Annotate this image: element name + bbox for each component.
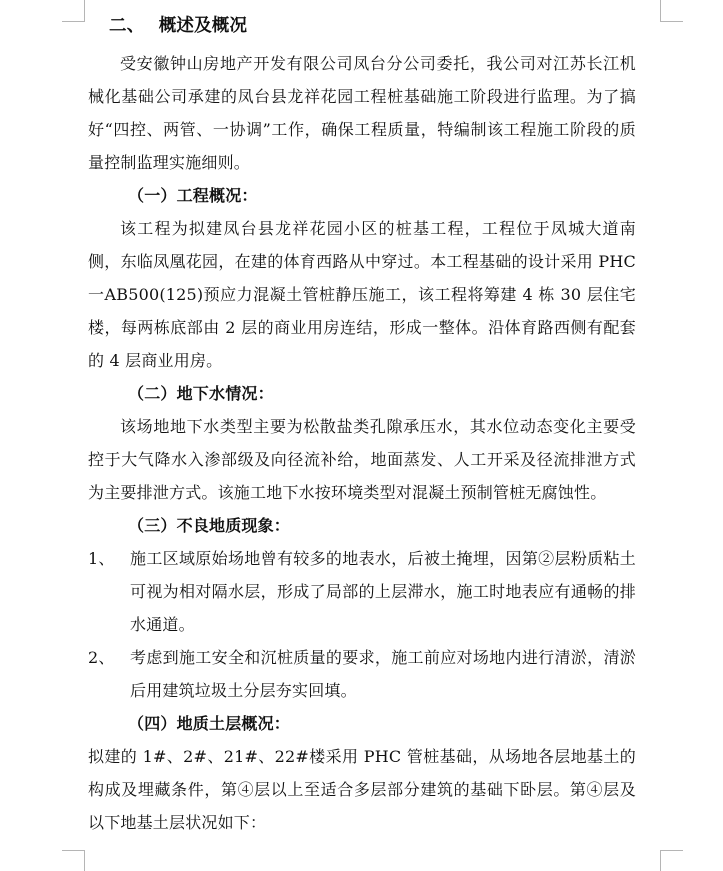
- crop-mark-top-right: [660, 0, 683, 22]
- project-overview-paragraph: 该工程为拟建凤台县龙祥花园小区的桩基工程，工程位于凤城大道南侧，东临凤凰花园，在建的体育西路从中穿过。本工程基础的设计采用 PHC一AB500(125)预应力混凝土管桩静压施工，该工程将筹建 4 栋 30 层住宅楼，每两栋底部由 2 层的商业用房连结，形成一整体。沿体育路西侧有配套的 4 层商业用房。: [88, 219, 636, 370]
- adverse-geology-title: （三）不良地质现象：: [128, 516, 291, 535]
- crop-mark-top-left: [62, 0, 85, 22]
- list-item-text: 施工区域原始场地曾有较多的地表水，后被土掩埋，因第②层粉质粘土可视为相对隔水层，形成了局部的上层滞水，施工时地表应有通畅的排水通道。: [130, 549, 636, 634]
- groundwater-paragraph: 该场地地下水类型主要为松散盐类孔隙承压水，其水位动态变化主要受控于大气降水入渗部级及向径流补给，地面蒸发、人工开采及径流排泄方式为主要排泄方式。该施工地下水按环境类型对混凝土预制管桩无腐蚀性。: [88, 417, 636, 502]
- list-item-number: 2、: [88, 648, 115, 667]
- crop-mark-bottom-right: [660, 850, 683, 871]
- intro-paragraph: 受安徽钟山房地产开发有限公司凤台分公司委托，我公司对江苏长江机械化基础公司承建的凤台县龙祥花园工程桩基础施工阶段进行监理。为了搞好“四控、两管、一协调”工作，确保工程质量，特编制该工程施工阶段的质量控制监理实施细则。: [88, 54, 636, 172]
- crop-mark-bottom-left: [62, 850, 85, 871]
- document-body: [88, 6, 636, 839]
- list-item: [88, 542, 636, 641]
- list-item-text: 考虑到施工安全和沉桩质量的要求，施工前应对场地内进行清淤，清淤后用建筑垃圾土分层夯实回填。: [130, 648, 636, 700]
- soil-layers-paragraph: 拟建的 1#、2#、21#、22#楼采用 PHC 管桩基础，从场地各层地基土的构成及埋藏条件，第④层以上至适合多层部分建筑的基础下卧层。第④层及以下地基土层状况如下：: [88, 747, 636, 832]
- soil-layers-title: （四）地质土层概况：: [128, 714, 291, 733]
- project-overview-title: （一）工程概况：: [128, 186, 258, 205]
- list-item-number: 1、: [88, 549, 115, 568]
- section-heading: 二、 概述及概况: [109, 16, 248, 36]
- list-item: [88, 641, 636, 707]
- groundwater-title: （二）地下水情况：: [128, 384, 274, 403]
